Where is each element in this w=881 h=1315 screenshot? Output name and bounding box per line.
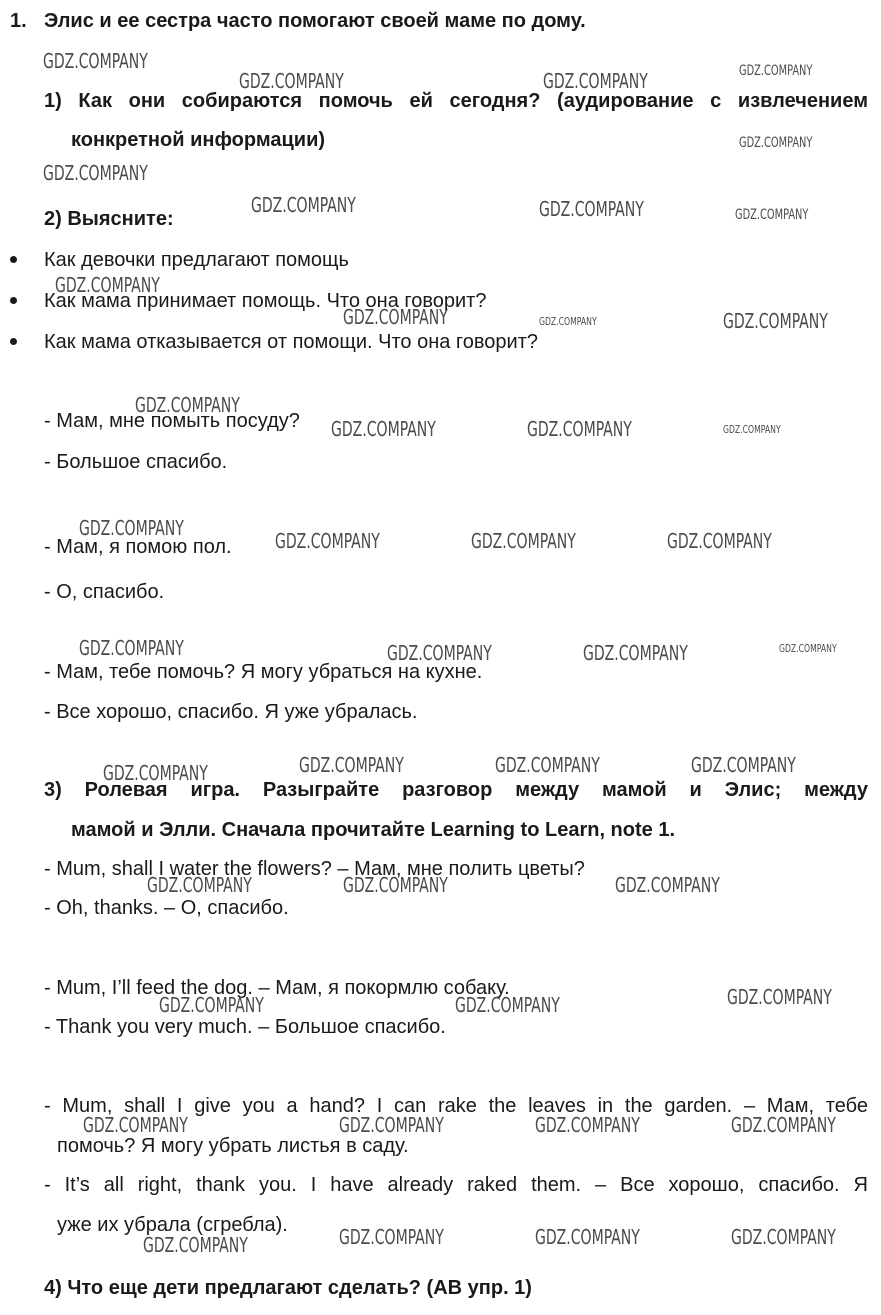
- watermark: GDZ.COMPANY: [455, 993, 560, 1017]
- watermark: GDZ.COMPANY: [527, 417, 632, 441]
- watermark: GDZ.COMPANY: [723, 309, 828, 333]
- watermark: GDZ.COMPANY: [723, 423, 781, 436]
- watermark: GDZ.COMPANY: [727, 985, 832, 1009]
- watermark: GDZ.COMPANY: [239, 69, 344, 93]
- watermark: GDZ.COMPANY: [159, 993, 264, 1017]
- dialog-line: - Mum, I’ll feed the dog. – Мам, я покормлю собаку.: [44, 977, 510, 999]
- watermark: GDZ.COMPANY: [343, 305, 448, 329]
- dialog-line: - Все хорошо, спасибо. Я уже убралась.: [44, 701, 418, 723]
- watermark: GDZ.COMPANY: [739, 63, 813, 79]
- watermark: GDZ.COMPANY: [691, 753, 796, 777]
- watermark: GDZ.COMPANY: [339, 1113, 444, 1137]
- watermark: GDZ.COMPANY: [667, 529, 772, 553]
- task-title: Элис и ее сестра часто помогают своей маме по дому.: [44, 10, 586, 32]
- watermark: GDZ.COMPANY: [275, 529, 380, 553]
- question-4: 4) Что еще дети предлагают сделать? (AB упр. 1): [44, 1277, 532, 1299]
- dialog-line: - Thank you very much. – Большое спасибо.: [44, 1016, 446, 1038]
- watermark: GDZ.COMPANY: [79, 636, 184, 660]
- watermark: GDZ.COMPANY: [731, 1113, 836, 1137]
- dialog-line: - Мам, мне помыть посуду?: [44, 410, 300, 432]
- watermark: GDZ.COMPANY: [331, 417, 436, 441]
- watermark: GDZ.COMPANY: [299, 753, 404, 777]
- question-2: 2) Выясните:: [44, 208, 174, 230]
- watermark: GDZ.COMPANY: [103, 761, 208, 785]
- watermark: GDZ.COMPANY: [539, 197, 644, 221]
- question-1-line-1: 1) Как они собираются помочь ей сегодня? (аудирование с извлечением: [44, 90, 868, 112]
- watermark: GDZ.COMPANY: [615, 873, 720, 897]
- watermark: GDZ.COMPANY: [495, 753, 600, 777]
- watermark: GDZ.COMPANY: [735, 207, 809, 223]
- watermark: GDZ.COMPANY: [387, 641, 492, 665]
- dialog-line: - Мам, я помою пол.: [44, 536, 232, 558]
- bullet-dot: [10, 338, 17, 345]
- dialog-line: - It’s all right, thank you. I have already raked them. – Все хорошо, спасибо. Я: [44, 1174, 868, 1196]
- watermark: GDZ.COMPANY: [251, 193, 356, 217]
- watermark: GDZ.COMPANY: [147, 873, 252, 897]
- dialog-line: - Большое спасибо.: [44, 451, 228, 473]
- watermark: GDZ.COMPANY: [79, 516, 184, 540]
- watermark: GDZ.COMPANY: [43, 161, 148, 185]
- dialog-line: - Oh, thanks. – О, спасибо.: [44, 897, 289, 919]
- bullet-item: Как мама принимает помощь. Что она говорит?: [44, 290, 487, 312]
- dialog-line: - Mum, shall I water the flowers? – Мам, мне полить цветы?: [44, 858, 585, 880]
- task-number: 1.: [10, 10, 27, 32]
- question-1-line-2: конкретной информации): [71, 129, 326, 151]
- watermark: GDZ.COMPANY: [543, 69, 648, 93]
- watermark: GDZ.COMPANY: [539, 315, 597, 328]
- watermark: GDZ.COMPANY: [143, 1233, 248, 1257]
- watermark: GDZ.COMPANY: [339, 1225, 444, 1249]
- watermark: GDZ.COMPANY: [343, 873, 448, 897]
- question-3-line-2: мамой и Элли. Сначала прочитайте Learning to Learn, note 1.: [71, 819, 676, 841]
- question-3-line-1: 3) Ролевая игра. Разыграйте разговор между мамой и Элис; между: [44, 779, 868, 801]
- watermark: GDZ.COMPANY: [135, 393, 240, 417]
- dialog-line: - О, спасибо.: [44, 581, 165, 603]
- dialog-line: - Mum, shall I give you a hand? I can rake the leaves in the garden. – Мам, тебе: [44, 1095, 868, 1117]
- watermark: GDZ.COMPANY: [779, 642, 837, 655]
- dialog-line: - Мам, тебе помочь? Я могу убраться на кухне.: [44, 661, 483, 683]
- dialog-line: помочь? Я могу убрать листья в саду.: [57, 1135, 409, 1157]
- watermark: GDZ.COMPANY: [471, 529, 576, 553]
- watermark: GDZ.COMPANY: [43, 49, 148, 73]
- watermark: GDZ.COMPANY: [731, 1225, 836, 1249]
- watermark: GDZ.COMPANY: [583, 641, 688, 665]
- watermark: GDZ.COMPANY: [535, 1225, 640, 1249]
- bullet-dot: [10, 297, 17, 304]
- watermark: GDZ.COMPANY: [535, 1113, 640, 1137]
- watermark: GDZ.COMPANY: [55, 273, 160, 297]
- watermark: GDZ.COMPANY: [739, 135, 813, 151]
- bullet-dot: [10, 256, 17, 263]
- dialog-line: уже их убрала (сгребла).: [57, 1214, 288, 1236]
- bullet-item: Как мама отказывается от помощи. Что она говорит?: [44, 331, 539, 353]
- bullet-item: Как девочки предлагают помощь: [44, 249, 349, 271]
- watermark: GDZ.COMPANY: [83, 1113, 188, 1137]
